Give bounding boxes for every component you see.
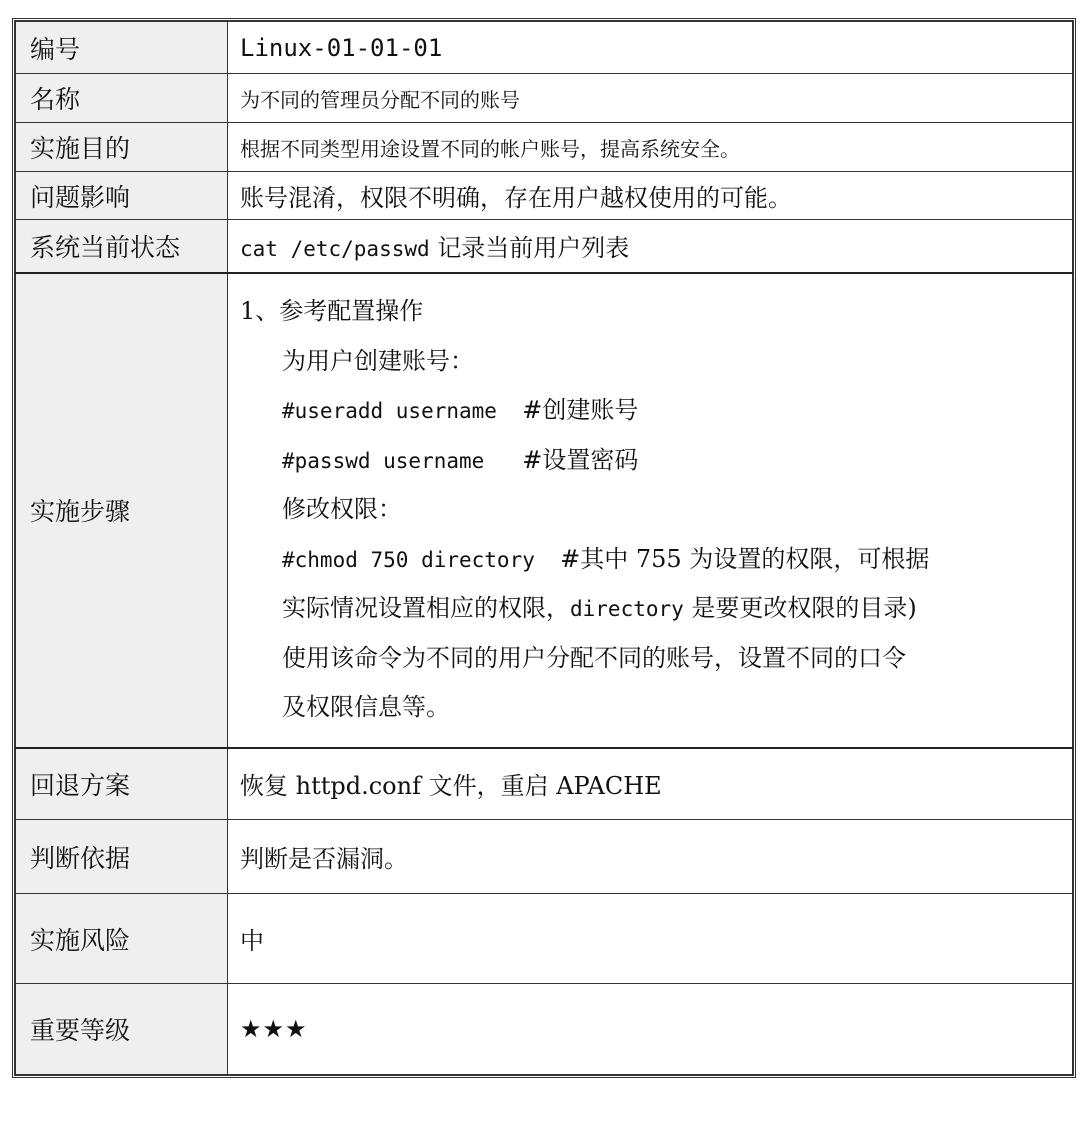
value-rollback: 恢复 httpd.conf 文件，重启 APACHE <box>228 748 1073 820</box>
step-6-command: #chmod 750 directory <box>282 547 561 572</box>
row-status <box>16 220 1073 273</box>
row-risk <box>16 894 1073 984</box>
label-name: 名称 <box>16 74 228 123</box>
row-steps <box>16 273 1073 748</box>
step-line-4 <box>240 436 1072 486</box>
label-purpose: 实施目的 <box>16 123 228 172</box>
row-id <box>16 22 1073 74</box>
step-6-comment: #其中 755 为设置的权限，可根据 <box>560 544 930 573</box>
value-id: Linux-01-01-01 <box>228 22 1073 74</box>
label-level: 重要等级 <box>16 984 228 1075</box>
step-7-text-b: 是要更改权限的目录) <box>683 594 917 623</box>
value-steps <box>228 273 1073 748</box>
label-risk: 实施风险 <box>16 894 228 984</box>
step-line-2: 为用户创建账号： <box>282 346 474 375</box>
label-criteria: 判断依据 <box>16 820 228 894</box>
value-name: 为不同的管理员分配不同的账号 <box>228 74 1073 123</box>
row-rollback <box>16 748 1073 820</box>
status-text: 记录当前用户列表 <box>429 234 630 263</box>
label-status: 系统当前状态 <box>16 220 228 273</box>
step-line-5: 修改权限： <box>282 495 402 524</box>
label-impact: 问题影响 <box>16 172 228 220</box>
step-3-command: #useradd username <box>282 399 523 424</box>
value-impact: 账号混淆，权限不明确，存在用户越权使用的可能。 <box>228 172 1073 220</box>
row-name <box>16 74 1073 123</box>
step-7-text-a: 实际情况设置相应的权限， <box>282 594 570 623</box>
label-rollback: 回退方案 <box>16 748 228 820</box>
step-line-9: 及权限信息等。 <box>282 693 450 722</box>
step-line-3 <box>240 386 1072 436</box>
spec-table <box>12 18 1076 1078</box>
step-line-6 <box>240 535 1072 585</box>
step-4-comment: #设置密码 <box>522 445 639 474</box>
step-3-comment: #创建账号 <box>522 396 639 425</box>
step-7-command: directory <box>570 597 684 622</box>
row-criteria <box>16 820 1073 894</box>
step-line-1: 1、参考配置操作 <box>240 297 424 326</box>
label-id: 编号 <box>16 22 228 74</box>
value-status <box>228 220 1073 273</box>
row-impact <box>16 172 1073 220</box>
row-purpose <box>16 123 1073 172</box>
step-line-8: 使用该命令为不同的用户分配不同的账号，设置不同的口令 <box>282 643 906 672</box>
status-command: cat /etc/passwd <box>240 237 430 262</box>
label-steps: 实施步骤 <box>16 273 228 748</box>
value-level: ★★★ <box>228 984 1073 1075</box>
row-level <box>16 984 1073 1075</box>
value-purpose: 根据不同类型用途设置不同的帐户账号，提高系统安全。 <box>228 123 1073 172</box>
step-line-7 <box>240 584 1072 634</box>
step-4-command: #passwd username <box>282 448 523 473</box>
value-criteria: 判断是否漏洞。 <box>228 820 1073 894</box>
value-risk: 中 <box>228 894 1073 984</box>
